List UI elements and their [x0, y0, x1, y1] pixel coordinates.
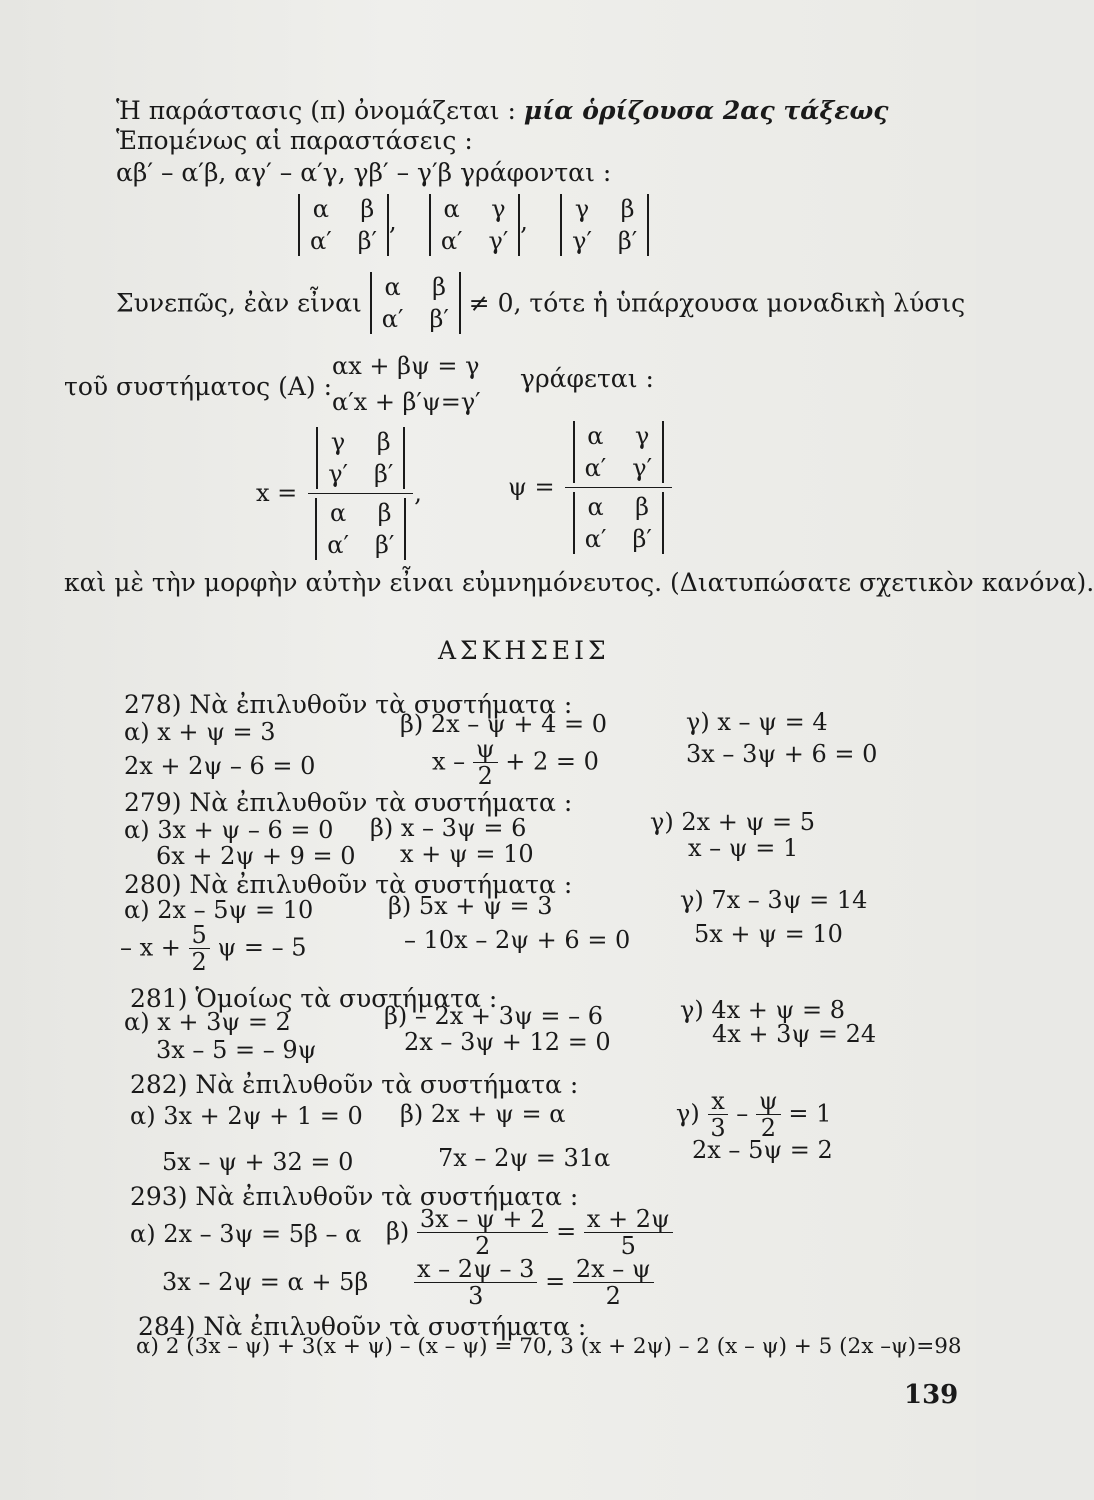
- ex281-b-eq2: 2x – 3ψ + 12 = 0: [404, 1028, 611, 1056]
- ex282-heading: 282) Νὰ ἐπιλυθοῦν τὰ συστήματα :: [130, 1070, 579, 1099]
- ex280-c-eq2: 5x + ψ = 10: [694, 920, 843, 948]
- ex280-a-eq2: – x + $\frac{5}{2}$ ψ = – 5: [120, 921, 307, 977]
- determinant-ab: α β α′ β′: [298, 194, 389, 256]
- ex282-c-eq2: 2x – 5ψ = 2: [692, 1136, 833, 1164]
- exercises-title: ΑΣΚΗΣΕΙΣ: [438, 636, 610, 665]
- ex284-eq: α) 2 (3x – ψ) + 3(x + ψ) – (x – ψ) = 70, 3 (x + 2ψ) – 2 (x – ψ) + 5 (2x –ψ)=98: [136, 1334, 962, 1359]
- intro-bold-term: μία ὁρίζουσα 2ας τάξεως: [523, 96, 889, 125]
- ex280-c-eq1: γ) 7x – 3ψ = 14: [680, 886, 868, 914]
- ex280-b-eq1: β) 5x + ψ = 3: [388, 892, 553, 920]
- system-eq-2: α′x + β′ψ=γ′: [332, 388, 481, 416]
- ex278-heading: 278) Νὰ ἐπιλυθοῦν τὰ συστήματα :: [124, 690, 573, 719]
- ex280-heading: 280) Νὰ ἐπιλυθοῦν τὰ συστήματα :: [124, 870, 573, 899]
- determinant-ag: α γ α′ γ′: [429, 194, 520, 256]
- ex281-c-eq1: γ) 4x + ψ = 8: [680, 996, 845, 1024]
- ex293-a-eq1: α) 2x – 3ψ = 5β – α: [130, 1220, 362, 1248]
- solution-y: ψ = α γ α′ γ′ α β α′ β′: [508, 422, 672, 552]
- ex282-a-eq1: α) 3x + 2ψ + 1 = 0: [130, 1102, 363, 1130]
- system-writes: γράφεται :: [520, 364, 654, 393]
- ex282-c-eq1: γ) $\frac{x}{3}$ – $\frac{\psi}{2}$ = 1: [676, 1087, 832, 1143]
- system-eq-1: αx + βψ = γ: [332, 352, 480, 380]
- intro-line-2: Ἑπομένως αἱ παραστάσεις :: [116, 126, 473, 155]
- ex293-b-eq2: $\frac{x - 2\psi - 3}{3}$ = $\frac{2x - \psi}{2}$: [414, 1256, 654, 1310]
- ex293-heading: 293) Νὰ ἐπιλυθοῦν τὰ συστήματα :: [130, 1182, 579, 1211]
- ex284-heading: 284) Νὰ ἐπιλυθοῦν τὰ συστήματα :: [138, 1312, 587, 1341]
- system-label: τοῦ συστήματος (Α) :: [64, 372, 333, 401]
- determinants-row: α β α′ β′ , α γ α′ γ′ , γ β γ′ β′: [298, 194, 649, 256]
- ex281-c-eq2: 4x + 3ψ = 24: [712, 1020, 877, 1048]
- ex281-a-eq1: α) x + 3ψ = 2: [124, 1008, 291, 1036]
- ex279-c-eq2: x – ψ = 1: [688, 834, 799, 862]
- ex279-b-eq2: x + ψ = 10: [400, 840, 534, 868]
- ex281-a-eq2: 3x – 5 = – 9ψ: [156, 1036, 317, 1064]
- ex278-a-eq1: α) x + ψ = 3: [124, 718, 276, 746]
- ex281-b-eq1: β) – 2x + 3ψ = – 6: [384, 1002, 604, 1030]
- ex279-b-eq1: β) x – 3ψ = 6: [370, 814, 527, 842]
- ex278-b-eq1: β) 2x – ψ + 4 = 0: [400, 710, 608, 738]
- consequence-line: Συνεπῶς, ἐὰν εἶναι α β α′ β′ ≠ 0, τότε ἡ ὑπάρχουσα μοναδικὴ λύσις: [116, 273, 966, 333]
- solution-y-fraction: α γ α′ γ′ α β α′ β′: [565, 421, 672, 554]
- ex279-c-eq1: γ) 2x + ψ = 5: [650, 808, 815, 836]
- ex293-a-eq2: 3x – 2ψ = α + 5β: [162, 1268, 369, 1296]
- ex278-c-eq2: 3x – 3ψ + 6 = 0: [686, 740, 878, 768]
- intro-line-1: Ἡ παράστασις (π) ὀνομάζεται : μία ὁρίζουσα 2ας τάξεως: [116, 96, 889, 125]
- closing-sentence: καὶ μὲ τὴν μορφὴν αὐτὴν εἶναι εὐμνημόνευτος. (Διατυπώσατε σχετικὸν κανόνα).: [64, 568, 1094, 597]
- solution-x-fraction: γ β γ′ β′ α β α′ β′: [307, 427, 414, 560]
- ex278-c-eq1: γ) x – ψ = 4: [686, 708, 828, 736]
- determinant-gb: γ β γ′ β′: [560, 194, 649, 256]
- ex282-a-eq2: 5x – ψ + 32 = 0: [162, 1148, 354, 1176]
- intro-line-3: αβ′ – α′β, αγ′ – α′γ, γβ′ – γ′β γράφονται :: [116, 158, 612, 187]
- ex293-b-eq1: β) $\frac{3x - \psi + 2}{2}$ = $\frac{x + 2\psi}{5}$: [386, 1206, 673, 1260]
- page-number: 139: [904, 1380, 959, 1410]
- ex281-heading: 281) Ὁμοίως τὰ συστήματα :: [130, 984, 498, 1013]
- ex280-a-eq1: α) 2x – 5ψ = 10: [124, 896, 314, 924]
- ex282-b-eq1: β) 2x + ψ = α: [400, 1100, 566, 1128]
- ex279-heading: 279) Νὰ ἐπιλυθοῦν τὰ συστήματα :: [124, 788, 573, 817]
- ex279-a-eq1: α) 3x + ψ – 6 = 0: [124, 816, 334, 844]
- ex279-a-eq2: 6x + 2ψ + 9 = 0: [156, 842, 356, 870]
- ex278-b-eq2: x – $\frac{\psi}{2}$ + 2 = 0: [432, 735, 599, 791]
- ex278-a-eq2: 2x + 2ψ – 6 = 0: [124, 752, 316, 780]
- determinant-main: α β α′ β′: [370, 272, 461, 334]
- solution-x: x = γ β γ′ β′ α β α′ β′ ,: [256, 427, 422, 559]
- ex280-b-eq2: – 10x – 2ψ + 6 = 0: [404, 926, 631, 954]
- ex282-b-eq2: 7x – 2ψ = 31α: [438, 1144, 611, 1172]
